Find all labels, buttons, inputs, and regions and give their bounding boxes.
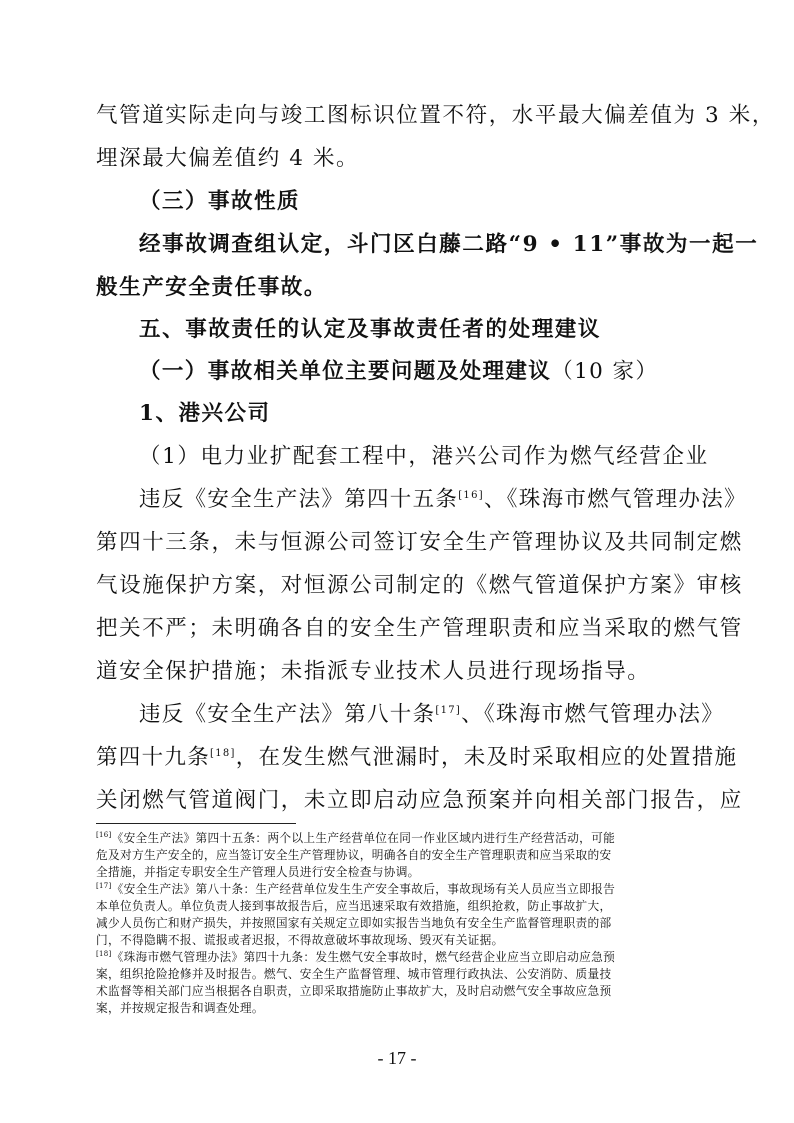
footnote-line: 案，组织抢险抢修并及时报告。燃气、安全生产监督管理、城市管理行政执法、公安消防、质量技 <box>96 967 612 981</box>
text-span: 违反《安全生产法》第八十条 <box>139 702 436 727</box>
page-number: - 17 - <box>377 1048 417 1068</box>
body-line: 气设施保护方案，对恒源公司制定的《燃气管道保护方案》审核 <box>96 573 743 598</box>
text-span: 第四十九条 <box>96 745 211 770</box>
footnote-mark: [16] <box>96 831 112 840</box>
body-line: 道安全保护措施；未指派专业技术人员进行现场指导。 <box>96 659 651 684</box>
text-span: 违反《安全生产法》第四十五条 <box>139 487 459 512</box>
body-line: 关闭燃气管道阀门，未立即启动应急预案并向相关部门报告，应 <box>96 788 743 813</box>
footnote-ref: [18] <box>210 747 236 759</box>
section-heading: （三）事故性质 <box>139 189 301 214</box>
footnote-line: 减少人员伤亡和财产损失，并按照国家有关规定立即如实报告当地负有安全生产监督管理职责的部 <box>96 916 612 930</box>
footnote-line: 术监督等相关部门应当根据各自职责，立即采取措施防止事故扩大，及时启动燃气安全事故应急预 <box>96 984 612 998</box>
footnote-ref: [16] <box>458 489 484 501</box>
footnote-mark: [18] <box>96 950 112 959</box>
footnote-line: 案，并按规定报告和调查处理。 <box>96 1001 264 1015</box>
footnote-text: 《安全生产法》第四十五条：两个以上生产经营单位在同一作业区域内进行生产经营活动，可能 <box>111 831 616 845</box>
body-line: 把关不严；未明确各自的安全生产管理职责和应当采取的燃气管 <box>96 616 743 641</box>
text-span: 、《珠海市燃气管理办法》 <box>483 487 747 512</box>
text-span: ，在发生燃气泄漏时，未及时采取相应的处置措施 <box>235 745 738 770</box>
body-line <box>96 744 737 772</box>
body-line: 埋深最大偏差值约 4 米。 <box>96 146 360 171</box>
section-heading: 1、港兴公司 <box>139 401 271 426</box>
footnote-mark: [17] <box>96 882 112 891</box>
text-span: 、《珠海市燃气管理办法》 <box>461 702 724 727</box>
body-line: 般生产安全责任事故。 <box>96 275 328 300</box>
footnote-ref: [17] <box>435 704 462 716</box>
body-line: 第四十三条，未与恒源公司签订安全生产管理协议及共同制定燃 <box>96 530 743 555</box>
footnote-line: 本单位负责人。单位负责人接到事故报告后，应当迅速采取有效措施，组织抢救，防止事故扩大， <box>96 899 612 913</box>
footnote-line: 门，不得隐瞒不报、谎报或者迟报，不得故意破坏事故现场、毁灭有关证据。 <box>96 933 504 947</box>
body-line <box>139 486 747 514</box>
section-heading: 五、事故责任的认定及事故责任者的处理建议 <box>139 317 602 342</box>
body-line: 经事故调查组认定，斗门区白藤二路“9 • 11”事故为一起一 <box>139 232 759 257</box>
footnote-line: 全措施，并指定专职安全生产管理人员进行安全检查与协调。 <box>96 865 420 879</box>
footnote-text: 《珠海市燃气管理办法》第四十九条：发生燃气安全事故时，燃气经营企业应当立即启动应急预 <box>111 950 616 964</box>
footnote-line <box>96 830 615 847</box>
section-heading <box>139 358 658 386</box>
footnote-line: 危及对方生产安全的，应当签订安全生产管理协议，明确各自的安全生产管理职责和应当采取的安 <box>96 848 612 862</box>
footnote-line <box>96 949 615 966</box>
body-line: 气管道实际走向与竣工图标识位置不符，水平最大偏差值为 3 米， <box>96 103 775 128</box>
footnote-line <box>96 881 615 898</box>
body-line <box>139 701 724 729</box>
body-line: （1）电力业扩配套工程中，港兴公司作为燃气经营企业 <box>139 444 709 469</box>
footnote-text: 《安全生产法》第八十条：生产经营单位发生生产安全事故后，事故现场有关人员应当立即报告 <box>111 882 616 896</box>
heading-count: （10 家） <box>551 359 659 384</box>
footnote-divider <box>96 823 296 824</box>
heading-text: （一）事故相关单位主要问题及处理建议 <box>139 359 552 384</box>
